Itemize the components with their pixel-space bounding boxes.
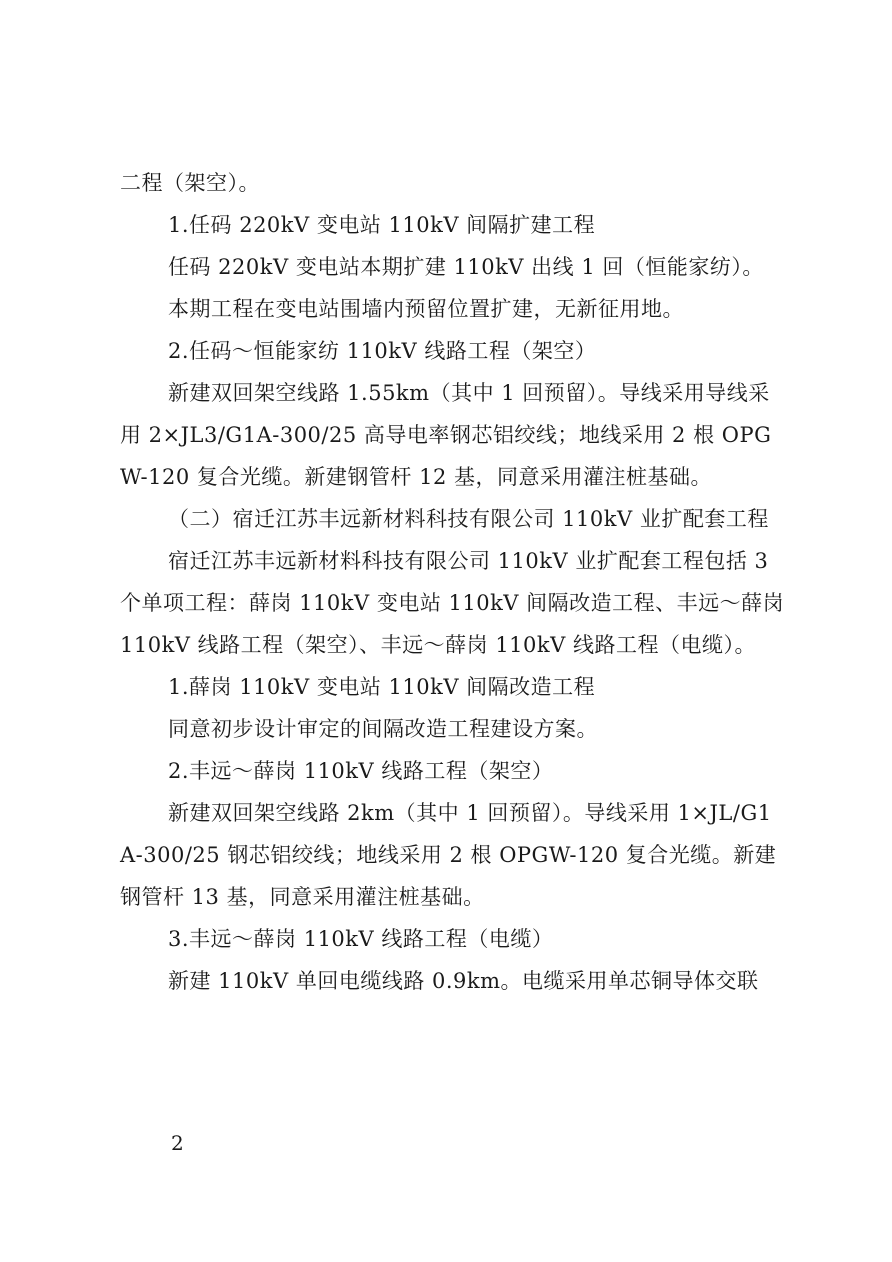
paragraph-fengyuan-overview: 宿迁江苏丰远新材料科技有限公司 110kV 业扩配套工程包括 3 个单项工程：薛岗 110kV 变电站 110kV 间隔改造工程、丰远～薛岗 110kV 线路工程（架空）、丰远～薛岗 110kV 线路工程（电缆）。 xyxy=(120,549,785,657)
section-heading-overhead-line: 2.丰远～薛岗 110kV 线路工程（架空） xyxy=(168,759,554,783)
paragraph-renma-expansion: 任码 220kV 变电站本期扩建 110kV 出线 1 回（恒能家纺）。 xyxy=(168,255,764,279)
paragraph-overhead-line-details: 新建双回架空线路 2km（其中 1 回预留）。导线采用 1×JL/G1A-300/25 钢芯铝绞线；地线采用 2 根 OPGW-120 复合光缆。新建钢管杆 13 基，同意采用灌注桩基础。 xyxy=(120,801,777,909)
paragraph-cable-line-details: 新建 110kV 单回电缆线路 0.9km。电缆采用单芯铜导体交联 xyxy=(168,969,759,993)
paragraph-renma-line-details: 新建双回架空线路 1.55km（其中 1 回预留）。导线采用导线采用 2×JL3/G1A-300/25 高导电率钢芯铝绞线；地线采用 2 根 OPGW-120 复合光缆。新建钢管杆 12 基，同意采用灌注桩基础。 xyxy=(120,381,772,489)
paragraph-xuegang-approval: 同意初步设计审定的间隔改造工程建设方案。 xyxy=(168,717,598,741)
section-heading-cable-line: 3.丰远～薛岗 110kV 线路工程（电缆） xyxy=(168,927,554,951)
section-heading-fengyuan-project: （二）宿迁江苏丰远新材料科技有限公司 110kV 业扩配套工程 xyxy=(168,507,769,531)
section-heading-renma-line: 2.任码～恒能家纺 110kV 线路工程（架空） xyxy=(168,339,597,363)
section-heading-xuegang-substation: 1.薛岗 110kV 变电站 110kV 间隔改造工程 xyxy=(168,675,596,699)
page-number: 2 xyxy=(171,1131,184,1155)
section-heading-renma-substation: 1.任码 220kV 变电站 110kV 间隔扩建工程 xyxy=(168,213,596,237)
document-body xyxy=(120,162,785,1002)
paragraph-continuation: 二程（架空）。 xyxy=(120,171,260,195)
paragraph-land-use: 本期工程在变电站围墙内预留位置扩建，无新征用地。 xyxy=(168,297,684,321)
